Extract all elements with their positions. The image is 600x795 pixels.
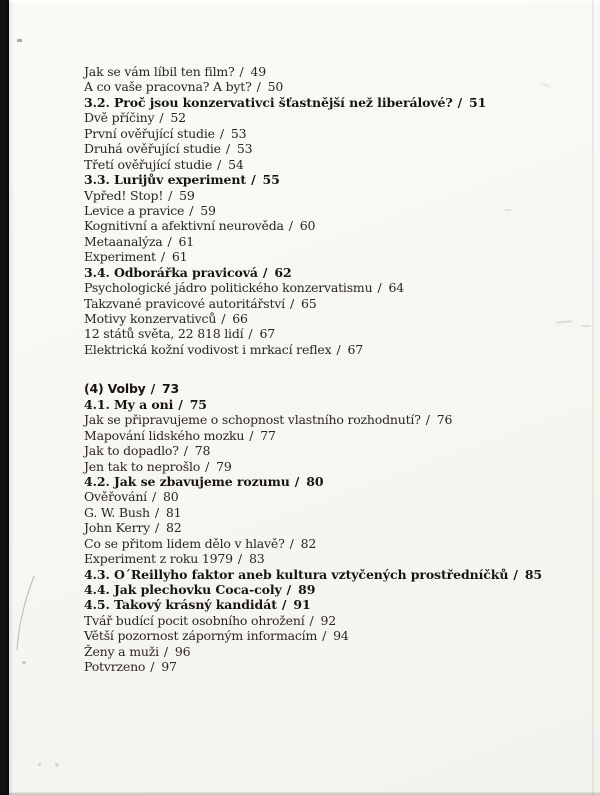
toc-entry-page: 66 (232, 311, 248, 326)
toc-entry-page: 83 (248, 551, 265, 567)
toc-entry-page: 65 (300, 295, 317, 311)
toc-separator: / (154, 504, 159, 520)
toc-entry-page: 81 (165, 504, 182, 520)
toc-entry-page: 92 (320, 612, 337, 628)
toc-entry-title: 4.3. O´Reillyho faktor aneb kultura vztyčených prostředníčků (84, 566, 509, 582)
toc-separator: / (168, 187, 173, 203)
toc-entry-page: 96 (174, 643, 191, 659)
toc-entry-title: Větší pozornost záporným informacím (84, 628, 318, 644)
toc-separator: / (205, 458, 210, 474)
toc-entry-page: 53 (230, 125, 247, 141)
toc-separator: / (155, 520, 160, 536)
toc-separator: / (336, 341, 341, 357)
toc-entry-page: 79 (216, 458, 232, 474)
toc-separator: / (248, 326, 253, 342)
toc-entry-title: Druhá ověřující studie (84, 141, 221, 157)
toc-separator: / (167, 233, 172, 249)
toc-separator: / (178, 396, 183, 412)
toc-entry-title: Experiment z roku 1979 (84, 551, 233, 567)
toc-entry-page: 97 (161, 659, 177, 675)
toc-entry-title: Metaanalýza (84, 233, 163, 249)
toc-separator: / (219, 125, 224, 141)
toc-entry-page: 54 (228, 156, 244, 172)
toc-entry-page: 49 (250, 64, 267, 79)
toc-entry-page: 78 (194, 443, 211, 459)
toc-entry-title: Co se přitom lidem dělo v hlavě? (84, 535, 285, 551)
toc-entry-title: 4.4. Jak plechovku Coca-coly (84, 582, 282, 597)
toc-separator: / (377, 280, 382, 296)
toc-entry-page: 89 (298, 582, 316, 597)
toc-entry-page: 53 (236, 141, 253, 157)
toc-entry-title: Experiment (84, 249, 156, 265)
toc-entry-title: První ověřující studie (84, 125, 215, 141)
toc-entry-title: Ověřování (84, 489, 147, 505)
toc-separator: / (249, 427, 254, 443)
toc-entry-title: Psychologické jádro politického konzervatismu (84, 280, 373, 296)
toc-entry-title: (4) Volby (84, 381, 146, 397)
toc-entry-title: 4.2. Jak se zbavujeme rozumu (84, 473, 290, 489)
toc-separator: / (183, 443, 188, 459)
toc-entry-title: Jak se vám líbil ten film? (84, 64, 235, 79)
toc-separator: / (150, 381, 156, 397)
toc-entry-page: 67 (259, 326, 275, 342)
toc-entry-title: Jak to dopadlo? (84, 443, 179, 459)
toc-entry-page: 77 (260, 427, 276, 443)
toc-entry-page: 80 (306, 473, 324, 489)
toc-entry-title: Elektrická kožní vodivost i mrkací reflex (84, 341, 332, 357)
toc-entry-page: 82 (300, 535, 317, 551)
toc-entry-title: G. W. Bush (84, 504, 150, 520)
toc-separator: / (225, 141, 230, 157)
toc-entry-title: 3.4. Odborářka pravicová (84, 264, 258, 280)
toc-separator: / (160, 249, 165, 265)
toc-entry-page: 67 (347, 341, 363, 357)
toc-separator: / (262, 264, 268, 280)
toc-entry-title: Jak se připravujeme o schopnost vlastního rozhodnutí? (84, 412, 421, 428)
toc-separator: / (256, 79, 261, 95)
toc-separator: / (163, 643, 168, 659)
toc-entry-title: Takzvané pravicové autoritářství (84, 295, 285, 311)
toc-separator: / (294, 473, 300, 489)
toc-separator: / (289, 535, 294, 551)
toc-entry-title: Tvář budící pocit osobního ohrožení (84, 612, 305, 628)
toc-separator: / (457, 94, 463, 110)
toc-separator: / (189, 202, 194, 218)
toc-entry-page: 76 (436, 412, 453, 428)
toc-entry-title: Levice a pravice (84, 202, 185, 218)
toc-entry-title: 4.1. My a oni (84, 396, 174, 412)
toc-entry-title: Motivy konzervativců (84, 311, 217, 326)
toc-entry-title: Jen tak to neprošlo (84, 458, 201, 474)
toc-entry-page: 80 (163, 489, 179, 505)
toc-entry-page: 59 (200, 202, 216, 218)
toc-entry-page: 62 (274, 264, 292, 280)
toc-separator: / (237, 551, 242, 567)
toc-entry-title: A co vaše pracovna? A byt? (84, 79, 252, 95)
toc-entry-title: Mapování lidského mozku (84, 427, 245, 443)
toc-entry-page: 55 (262, 172, 280, 188)
toc-entry-page: 60 (299, 218, 316, 234)
toc-separator: / (281, 597, 287, 613)
toc-entry-page: 85 (524, 566, 543, 582)
toc-separator: / (286, 582, 292, 597)
toc-entry-page: 75 (189, 396, 207, 412)
toc-entry-page: 64 (388, 280, 404, 296)
toc-entry-page: 82 (166, 520, 182, 536)
toc-separator: / (288, 218, 293, 234)
toc-separator: / (221, 311, 226, 326)
toc-entry-title: 12 států světa, 22 818 lidí (84, 326, 244, 342)
toc-entry-page: 61 (171, 249, 188, 265)
toc-entry-title: Třetí ověřující studie (84, 156, 213, 172)
toc-separator: / (322, 628, 327, 644)
toc-entry-page: 50 (267, 79, 284, 95)
toc-entry-title: Dvě příčiny (84, 110, 155, 126)
toc-separator: / (289, 295, 294, 311)
toc-separator: / (217, 156, 222, 172)
toc-entry-page: 61 (178, 233, 195, 249)
toc-entry-title: 3.3. Lurijův experiment (84, 172, 247, 188)
toc-separator: / (159, 110, 164, 126)
toc-separator: / (425, 412, 430, 428)
toc-entry-title: 3.2. Proč jsou konzervativci šťastnější než liberálové? (84, 94, 453, 110)
toc-entry-page: 51 (469, 94, 487, 110)
toc-entry-title: John Kerry (84, 520, 151, 536)
toc-entry-title: Ženy a muži (84, 643, 159, 659)
toc-entry-page: 73 (162, 381, 180, 397)
toc-entry-title: Kognitivní a afektivní neurověda (84, 218, 284, 234)
toc-separator: / (239, 64, 244, 79)
toc-separator: / (513, 566, 518, 582)
toc-entry-page: 94 (333, 628, 349, 644)
toc-entry-title: Vpřed! Stop! (84, 187, 164, 203)
toc-separator: / (309, 612, 314, 628)
toc-entry-page: 91 (293, 597, 311, 613)
toc-separator: / (150, 659, 155, 675)
toc-entry-title: Potvrzeno (84, 659, 146, 675)
toc-entry-page: 52 (170, 110, 186, 126)
toc-separator: / (151, 489, 156, 505)
toc-entry-title: 4.5. Takový krásný kandidát (84, 597, 277, 613)
toc-separator: / (251, 172, 256, 188)
toc-entry-page: 59 (179, 187, 195, 203)
